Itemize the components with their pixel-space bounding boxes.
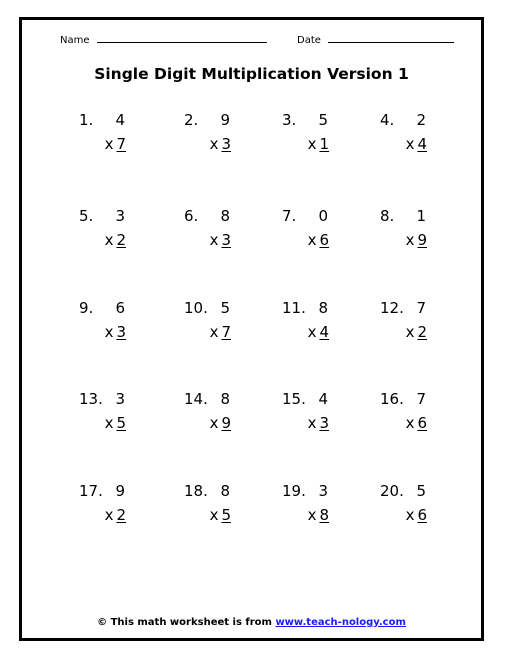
top-factor: 0 [318, 207, 328, 225]
top-factor: 7 [416, 299, 426, 317]
bottom-row [308, 506, 329, 524]
problem-number: 8. [380, 207, 395, 225]
top-factor: 8 [220, 390, 230, 408]
problem-6 [184, 207, 244, 257]
problem-number: 16. [380, 390, 404, 408]
name-label: Name [60, 35, 90, 46]
bottom-row [210, 323, 231, 341]
bottom-factor: 7 [221, 323, 231, 341]
problem-11 [282, 299, 342, 349]
problem-19 [282, 482, 342, 532]
multiply-sign: x [405, 231, 415, 249]
bottom-factor: 6 [417, 414, 427, 432]
problem-number: 9. [79, 299, 94, 317]
problem-number: 4. [380, 111, 395, 129]
problem-15 [282, 390, 342, 440]
problem-13 [79, 390, 139, 440]
problem-17 [79, 482, 139, 532]
problem-number: 14. [184, 390, 208, 408]
worksheet-title: Single Digit Multiplication Version 1 [94, 65, 409, 83]
top-factor: 3 [115, 390, 125, 408]
bottom-row [105, 231, 126, 249]
bottom-row [105, 323, 126, 341]
problem-number: 6. [184, 207, 199, 225]
problem-number: 5. [79, 207, 94, 225]
problem-number: 19. [282, 482, 306, 500]
multiply-sign: x [104, 323, 114, 341]
bottom-row [105, 506, 126, 524]
bottom-row [406, 506, 427, 524]
problem-number: 1. [79, 111, 94, 129]
date-line[interactable] [328, 33, 454, 43]
bottom-row [406, 414, 427, 432]
top-factor: 7 [416, 390, 426, 408]
header-row [22, 33, 481, 47]
footer-link[interactable]: www.teach-nology.com [275, 617, 406, 628]
problem-number: 13. [79, 390, 103, 408]
multiply-sign: x [209, 231, 219, 249]
top-factor: 9 [220, 111, 230, 129]
problem-8 [380, 207, 440, 257]
bottom-factor: 9 [417, 231, 427, 249]
bottom-row [308, 231, 329, 249]
multiply-sign: x [405, 135, 415, 153]
bottom-factor: 3 [319, 414, 329, 432]
problem-12 [380, 299, 440, 349]
top-factor: 9 [115, 482, 125, 500]
problem-14 [184, 390, 244, 440]
problem-number: 7. [282, 207, 297, 225]
date-field[interactable] [297, 33, 454, 46]
bottom-factor: 3 [116, 323, 126, 341]
bottom-factor: 8 [319, 506, 329, 524]
footer [22, 617, 481, 628]
bottom-row [105, 135, 126, 153]
problem-9 [79, 299, 139, 349]
multiply-sign: x [209, 506, 219, 524]
problem-16 [380, 390, 440, 440]
multiply-sign: x [405, 506, 415, 524]
problem-10 [184, 299, 244, 349]
footer-text: © This math worksheet is from [97, 617, 276, 628]
bottom-row [308, 323, 329, 341]
problem-2 [184, 111, 244, 161]
top-factor: 4 [115, 111, 125, 129]
multiply-sign: x [405, 414, 415, 432]
top-factor: 3 [318, 482, 328, 500]
problem-number: 3. [282, 111, 297, 129]
multiply-sign: x [405, 323, 415, 341]
multiply-sign: x [209, 323, 219, 341]
bottom-factor: 5 [221, 506, 231, 524]
bottom-factor: 4 [417, 135, 427, 153]
bottom-factor: 2 [116, 231, 126, 249]
problem-number: 10. [184, 299, 208, 317]
problem-number: 17. [79, 482, 103, 500]
bottom-factor: 6 [417, 506, 427, 524]
bottom-factor: 6 [319, 231, 329, 249]
problem-18 [184, 482, 244, 532]
bottom-factor: 4 [319, 323, 329, 341]
bottom-row [406, 323, 427, 341]
multiply-sign: x [307, 414, 317, 432]
worksheet [19, 17, 484, 641]
multiply-sign: x [307, 135, 317, 153]
problem-number: 2. [184, 111, 199, 129]
problem-number: 11. [282, 299, 306, 317]
top-factor: 5 [416, 482, 426, 500]
problem-20 [380, 482, 440, 532]
multiply-sign: x [307, 323, 317, 341]
name-line[interactable] [97, 33, 267, 43]
bottom-factor: 5 [116, 414, 126, 432]
multiply-sign: x [307, 231, 317, 249]
top-factor: 5 [220, 299, 230, 317]
multiply-sign: x [104, 506, 114, 524]
bottom-factor: 7 [116, 135, 126, 153]
bottom-factor: 9 [221, 414, 231, 432]
top-factor: 1 [416, 207, 426, 225]
bottom-factor: 3 [221, 135, 231, 153]
multiply-sign: x [307, 506, 317, 524]
top-factor: 8 [220, 482, 230, 500]
bottom-row [210, 135, 231, 153]
bottom-factor: 3 [221, 231, 231, 249]
problem-number: 15. [282, 390, 306, 408]
problem-7 [282, 207, 342, 257]
date-label: Date [297, 35, 321, 46]
problem-5 [79, 207, 139, 257]
multiply-sign: x [209, 414, 219, 432]
top-factor: 4 [318, 390, 328, 408]
multiply-sign: x [104, 414, 114, 432]
bottom-row [210, 506, 231, 524]
problem-3 [282, 111, 342, 161]
bottom-row [406, 231, 427, 249]
bottom-row [406, 135, 427, 153]
problem-number: 20. [380, 482, 404, 500]
top-factor: 2 [416, 111, 426, 129]
top-factor: 8 [220, 207, 230, 225]
bottom-factor: 1 [319, 135, 329, 153]
bottom-row [210, 231, 231, 249]
bottom-factor: 2 [116, 506, 126, 524]
bottom-row [105, 414, 126, 432]
name-field[interactable] [60, 33, 267, 46]
problem-number: 18. [184, 482, 208, 500]
bottom-row [210, 414, 231, 432]
problem-4 [380, 111, 440, 161]
bottom-row [308, 414, 329, 432]
problem-number: 12. [380, 299, 404, 317]
top-factor: 5 [318, 111, 328, 129]
multiply-sign: x [209, 135, 219, 153]
multiply-sign: x [104, 135, 114, 153]
top-factor: 6 [115, 299, 125, 317]
problem-1 [79, 111, 139, 161]
bottom-factor: 2 [417, 323, 427, 341]
bottom-row [308, 135, 329, 153]
multiply-sign: x [104, 231, 114, 249]
top-factor: 3 [115, 207, 125, 225]
top-factor: 8 [318, 299, 328, 317]
